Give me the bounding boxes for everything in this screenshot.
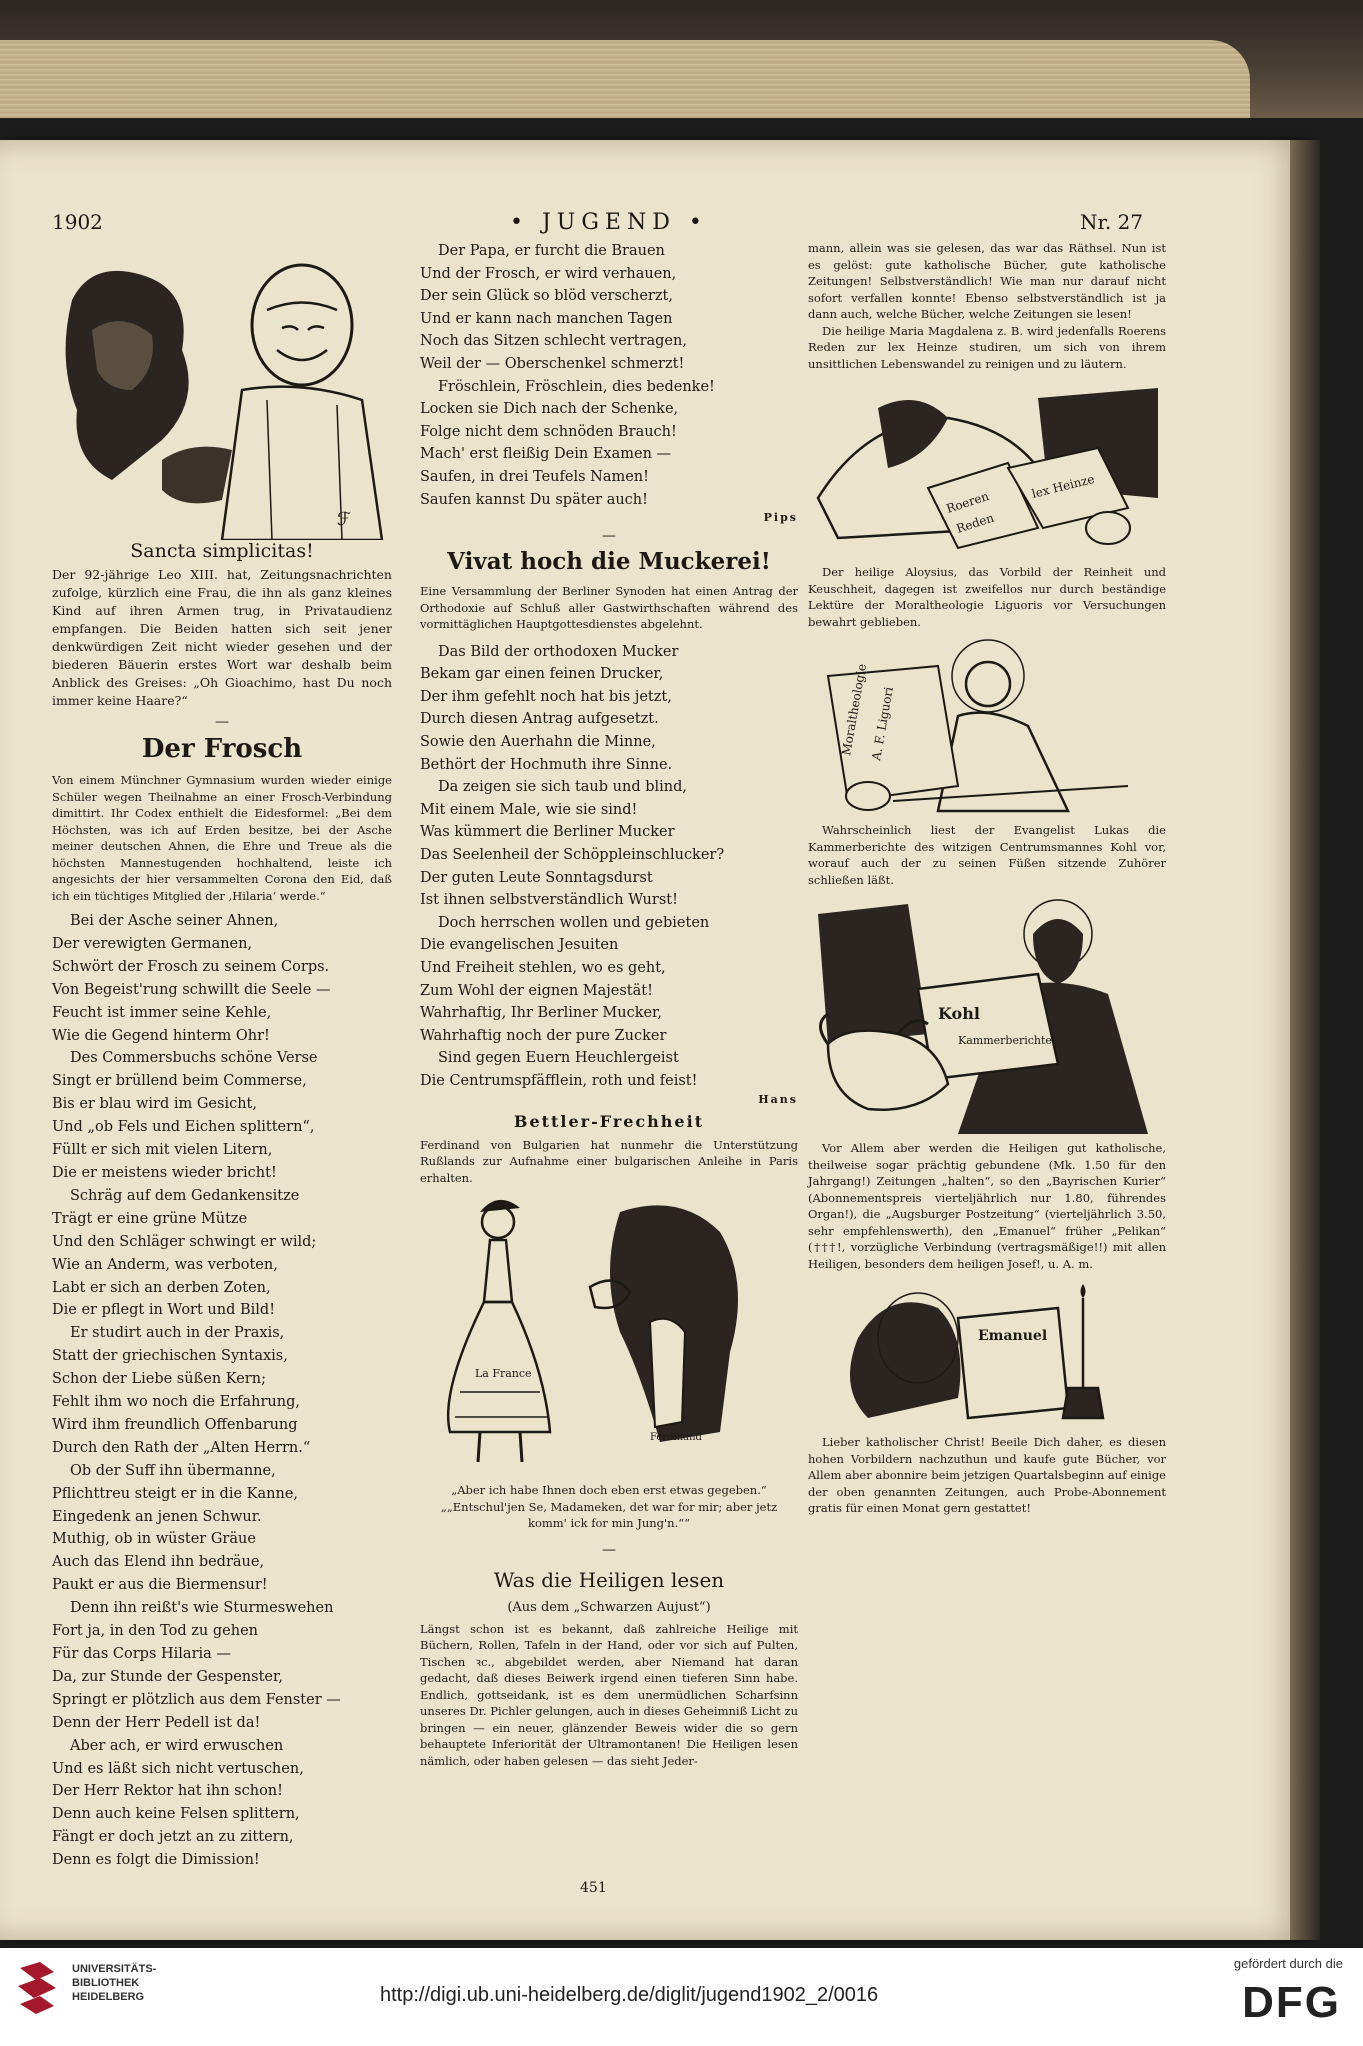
poem-line: Durch den Rath der „Alten Herrn.“ bbox=[52, 1439, 311, 1456]
poem-line: Da, zur Stunde der Gespenster, bbox=[52, 1668, 283, 1685]
poem-line: Aber ach, er wird erwuschen bbox=[70, 1737, 284, 1754]
divider: — bbox=[215, 714, 229, 730]
poem-line: Er studirt auch in der Praxis, bbox=[70, 1325, 285, 1342]
poem-line: Paukt er aus die Biermensur! bbox=[52, 1577, 268, 1594]
poem-line: Durch diesen Antrag aufgesetzt. bbox=[420, 711, 659, 728]
text-aloysius: Der heilige Aloysius, das Vorbild der Reinheit und Keuschheit, dagegen ist zweifellos nur durch beständige Lektüre der Moraltheologie Liguoris vor Versuchungen bewahrt geblieben. bbox=[808, 565, 1166, 629]
poem-line: Und den Schläger schwingt er wild; bbox=[52, 1233, 317, 1250]
emanuel-drawing bbox=[808, 1278, 1166, 1428]
sancta-caption: Sancta simplicitas! bbox=[130, 540, 314, 562]
text-end: Lieber katholischer Christ! Beeile Dich daher, es diesen hohen Vorbildern nachzuthun und kaufe gute Bücher, vor Allem aber abonnire beim jetzigen Quartalsbeginn auf einige der oben genannten Zeitungen, auch Probe-Abonnement gratis für einen Monat gern gestattet! bbox=[808, 1435, 1166, 1515]
label-liguori: A. F. Liguori bbox=[869, 685, 896, 762]
poem-line: Labt er sich an derben Zoten, bbox=[52, 1279, 271, 1296]
poem-line: Schon der Liebe süßen Kern; bbox=[52, 1371, 266, 1388]
institution-line1: UNIVERSITÄTS- bbox=[72, 1963, 157, 1975]
divider: — bbox=[602, 528, 616, 545]
poem-line: Sowie den Auerhahn die Minne, bbox=[420, 734, 656, 750]
poem-line: Trägt er eine grüne Mütze bbox=[52, 1210, 248, 1227]
text-lukas: Wahrscheinlich liest der Evangelist Lukas die Kammerberichte des witzigen Centrumsmannes Kohl vor, worauf auch der zu seinen Füßen sitzende Zuhörer schließen läßt. bbox=[808, 823, 1166, 887]
poem-line: Die er pflegt in Wort und Bild! bbox=[52, 1302, 276, 1319]
poem-line: Denn der Herr Pedell ist da! bbox=[52, 1714, 261, 1731]
poem-line: Der guten Leute Sonntagsdurst bbox=[420, 869, 653, 886]
bettler-title: Bettler-Frechheit bbox=[513, 1111, 705, 1131]
column-middle bbox=[420, 240, 798, 1769]
poem-line: Sind gegen Euern Heuchlergeist bbox=[438, 1050, 679, 1067]
frosch-poem bbox=[52, 910, 392, 1872]
poem-line: Schwört der Frosch zu seinem Corps. bbox=[52, 958, 330, 975]
vivat-title: Vivat hoch die Muckerei! bbox=[447, 548, 771, 576]
poem-line: Fängt er doch jetzt an zu zittern, bbox=[52, 1829, 294, 1846]
binding-shadow bbox=[1290, 140, 1320, 1940]
institution-line2: BIBLIOTHEK bbox=[72, 1977, 140, 1989]
poem-line: Locken sie Dich nach der Schenke, bbox=[420, 401, 679, 418]
bettler-intro: Ferdinand von Bulgarien hat nunmehr die Unterstützung Rußlands zur Aufnahme einer bulgarischen Anleihe in Paris erhalten. bbox=[420, 1137, 798, 1185]
frosch-poem-continued bbox=[420, 240, 798, 511]
label-kohl: Kohl bbox=[938, 1004, 980, 1023]
poem-line: Das Seelenheil der Schöppleinschlucker? bbox=[420, 846, 725, 863]
viewer-footer bbox=[0, 1948, 1363, 2046]
bettler-cartoon-drawing bbox=[420, 1192, 798, 1482]
svg-text:ℱ: ℱ bbox=[337, 509, 352, 530]
poem-line: Der Herr Rektor hat ihn schon! bbox=[52, 1783, 283, 1800]
column-right bbox=[808, 240, 1166, 1517]
column-left bbox=[52, 240, 392, 1872]
poem-line: Bethört der Hochmuth ihre Sinne. bbox=[420, 756, 673, 773]
poem-line: Und Freiheit stehlen, wo es geht, bbox=[420, 959, 666, 976]
poem-line: Wahrhaftig noch der pure Zucker bbox=[420, 1027, 667, 1044]
poem-line: Die Centrumspfäfflein, roth und feist! bbox=[420, 1072, 698, 1089]
poem-line: Denn ihn reißt's wie Sturmeswehen bbox=[70, 1600, 334, 1617]
poem-line: Wird ihm freundlich Offenbarung bbox=[52, 1416, 298, 1433]
vivat-intro: Eine Versammlung der Berliner Synoden hat einen Antrag der Orthodoxie auf Schluß aller Gastwirthschaften während des vormittäglichen Hauptgottesdienstes abgelehnt. bbox=[420, 584, 798, 632]
poem-line: Für das Corps Hilaria — bbox=[52, 1646, 231, 1662]
illustration-aloysius bbox=[808, 636, 1166, 816]
poem-line: Springt er plötzlich aus dem Fenster — bbox=[52, 1691, 341, 1708]
institution-name bbox=[72, 1962, 156, 2004]
poem-line: Fort ja, in den Tod zu gehen bbox=[52, 1623, 258, 1640]
poem-line: Wahrhaftig, Ihr Berliner Mucker, bbox=[420, 1005, 663, 1022]
page-stack-edge bbox=[0, 40, 1250, 118]
poem-line: Der ihm gefehlt noch hat bis jetzt, bbox=[420, 688, 672, 705]
poem-line: Schräg auf dem Gedankensitze bbox=[70, 1187, 300, 1204]
source-url[interactable]: http://digi.ub.uni-heidelberg.de/diglit/jugend1902_2/0016 bbox=[380, 1984, 879, 2006]
header-year: 1902 bbox=[52, 210, 103, 234]
poem-line: Doch herrschen wollen und gebieten bbox=[438, 914, 710, 931]
aloysius-drawing bbox=[808, 636, 1166, 816]
institution-line3: HEIDELBERG bbox=[72, 1991, 145, 2003]
poem-line: Der sein Glück so blöd verscherzt, bbox=[420, 288, 673, 305]
illustration-sancta bbox=[52, 240, 392, 540]
poem-line: Mach' erst fleißig Dein Examen — bbox=[420, 446, 672, 463]
heiligen-title: Was die Heiligen lesen bbox=[493, 1567, 725, 1592]
sancta-text: Der 92-jährige Leo XIII. hat, Zeitungsnachrichten zufolge, kürzlich eine Frau, die ihn als ganz kleines Kind auf ihren Armen trug, in Privataudienz empfangen. Die Beiden hatten sich seit jener denkwürdigen Zeit nicht wieder gesehen und der biederen Bäuerin erstes Wort war deshalb beim Anblick des Greises: „Oh Gioachimo, hast Du noch immer keine Haare?“ bbox=[52, 567, 392, 708]
funded-by-text: gefördert durch die bbox=[1233, 1956, 1343, 1971]
poem-line: Fehlt ihm wo noch die Erfahrung, bbox=[52, 1394, 300, 1411]
poem-line: Statt der griechischen Syntaxis, bbox=[52, 1348, 288, 1365]
frosch-intro: Von einem Münchner Gymnasium wurden wieder einige Schüler wegen Theilnahme an einer Frosch-Verbindung dimittirt. Ihr Codex enthielt die Eidesformel: „Bei dem Höchsten, was ich auf Erden besitze, bei der Asche meiner deutschen Ahnen, die Ehre und Treue als die höchsten Mannestugenden hochhaltend, leiste ich angesichts der hier versammelten Corona den Eid, daß ich ein tüchtiges Mitglied der ‚Hilaria‘ werde.“ bbox=[52, 773, 392, 903]
vivat-poem bbox=[420, 641, 798, 1093]
label-roeren: Roeren bbox=[944, 488, 991, 516]
poem-line: Wie die Gegend hinterm Ohr! bbox=[52, 1027, 270, 1044]
signature-hans: Hans bbox=[758, 1092, 798, 1106]
page-number: 451 bbox=[580, 1880, 607, 1896]
heiligen-source: (Aus dem „Schwarzen Aujust“) bbox=[507, 1599, 711, 1615]
poem-line: Des Commersbuchs schöne Verse bbox=[70, 1050, 318, 1067]
illustration-bettler bbox=[420, 1192, 798, 1482]
label-emanuel: Emanuel bbox=[978, 1328, 1048, 1344]
poem-line: Zum Wohl der eignen Majestät! bbox=[420, 982, 653, 999]
bettler-caption: „Aber ich habe Ihnen doch eben erst etwas gegeben.“ „„Entschul'jen Se, Madameken, det war for mir; aber jetz komm' ick for min Jung'n.““ bbox=[440, 1483, 778, 1530]
poem-line: Wie an Anderm, was verboten, bbox=[52, 1256, 278, 1273]
text-top: mann, allein was sie gelesen, das war das Räthsel. Nun ist es gelöst: gute katholische Bücher, gute katholische Zeitungen! Selbstverständlich! Wie man nur darauf nicht sofort verfallen konnte! Ebenso selbstverständlich ist ja dann auch, welche Bücher, welche Zeitungen sie lesen! bbox=[808, 241, 1166, 321]
poem-line: Und „ob Fels und Eichen splittern“, bbox=[52, 1119, 315, 1136]
label-moraltheologie: Moraltheologie bbox=[839, 662, 870, 757]
text-vor-allem: Vor Allem aber werden die Heiligen gut katholische, theilweise sogar prächtig gebundene (Mk. 1.50 für den Jahrgang!) Zeitungen „halten“, so den „Bayrischen Kurier“ (Abonnementspreis vierteljährlich nur 1.80, führendes Organ!), die „Augsburger Postzeitung“ (vierteljährlich 3.50, sehr empfehlenswerth), den „Emanuel“ früher „Pelikan“ (†††!, vorzügliche Verbindung (vertragsmäßige!!) mit allen Heiligen, besonders dem heiligen Josef!, u. A. m. bbox=[808, 1141, 1166, 1271]
frosch-title: Der Frosch bbox=[141, 734, 303, 764]
poem-line: Muthig, ob in wüster Gräue bbox=[52, 1531, 256, 1548]
university-logo[interactable] bbox=[14, 1958, 184, 2034]
poem-line: Und er kann nach manchen Tagen bbox=[420, 310, 673, 327]
poem-line: Noch das Sitzen schlecht vertragen, bbox=[420, 333, 687, 350]
poem-line: Folge nicht dem schnöden Brauch! bbox=[420, 423, 677, 440]
poem-line: Bis er blau wird im Gesicht, bbox=[52, 1096, 257, 1113]
label-la-france: La France bbox=[475, 1367, 532, 1380]
header-title: • JUGEND • bbox=[510, 210, 708, 235]
poem-line: Ob der Suff ihn übermanne, bbox=[70, 1462, 276, 1479]
header-number: Nr. 27 bbox=[1080, 210, 1144, 234]
divider: — bbox=[602, 1541, 616, 1558]
poem-line: Denn auch keine Felsen splittern, bbox=[52, 1806, 300, 1823]
poem-line: Die evangelischen Jesuiten bbox=[420, 937, 619, 954]
label-lex-heinze: lex Heinze bbox=[1030, 471, 1096, 501]
poem-line: Eingedenk an jenen Schwur. bbox=[52, 1508, 262, 1525]
text-magdalena: Die heilige Maria Magdalena z. B. wird jedenfalls Roerens Reden zur lex Heinze studiren, um sich von ihrem unsittlichen Lebenswandel zu reinigen und zu läutern. bbox=[808, 323, 1166, 371]
poem-line: Denn es folgt die Dimission! bbox=[52, 1852, 260, 1869]
poem-line: Die er meistens wieder bricht! bbox=[52, 1164, 277, 1181]
signature-pips: Pips bbox=[763, 511, 798, 525]
poem-line: Weil der — Oberschenkel schmerzt! bbox=[420, 355, 685, 372]
poem-line: Mit einem Male, wie sie sind! bbox=[420, 801, 638, 818]
poem-line: Ist ihnen selbstverständlich Wurst! bbox=[420, 892, 678, 909]
poem-line: Füllt er sich mit vielen Litern, bbox=[52, 1142, 273, 1159]
poem-line: Da zeigen sie sich taub und blind, bbox=[438, 779, 688, 796]
poem-line: Saufen, in drei Teufels Namen! bbox=[420, 468, 649, 485]
illustration-lukas bbox=[808, 894, 1166, 1134]
illustration-emanuel bbox=[808, 1278, 1166, 1428]
poem-line: Singt er brüllend beim Commerse, bbox=[52, 1073, 307, 1090]
label-kammerberichte: Kammerberichte bbox=[958, 1034, 1052, 1047]
heiligen-text: Längst schon ist es bekannt, daß zahlreiche Heilige mit Büchern, Rollen, Tafeln in der Hand, oder vor sich auf Pulten, Tischen ꝛc., abgebildet werden, aber Niemand hat daran gedacht, daß dieses Beiwerk irgend einen tieferen Sinn habe. Endlich, gottseidank, ist es dem unermüdlichen Scharfsinn unseres Dr. Pichler gelungen, auch in dieses Geheimniß Licht zu bringen — ein neuer, glänzender Beweis wider die so gern behauptete Inferiorität der Ultramontanen! Die Heiligen lesen nämlich, oder haben gelesen — das sieht Jeder- bbox=[420, 1621, 798, 1768]
poem-line: Von Begeist'rung schwillt die Seele — bbox=[52, 981, 331, 998]
magdalena-drawing bbox=[808, 378, 1166, 558]
poem-line: Fröschlein, Fröschlein, dies bedenke! bbox=[438, 378, 715, 395]
lukas-drawing bbox=[808, 894, 1166, 1134]
poem-line: Der Papa, er furcht die Brauen bbox=[438, 243, 665, 259]
poem-line: Was kümmert die Berliner Mucker bbox=[420, 824, 675, 841]
poem-line: Pflichttreu steigt er in die Kanne, bbox=[52, 1485, 299, 1502]
pope-and-peasant-drawing bbox=[52, 240, 392, 540]
poem-line: Und es läßt sich nicht vertuschen, bbox=[52, 1760, 304, 1777]
poem-line: Feucht ist immer seine Kehle, bbox=[52, 1004, 272, 1021]
poem-line: Saufen kannst Du später auch! bbox=[420, 491, 648, 508]
label-reden: Reden bbox=[954, 510, 996, 536]
heidelberg-logo-icon bbox=[14, 1958, 62, 2028]
dfg-logo[interactable]: DFG bbox=[1242, 1978, 1341, 2027]
poem-line: Und der Frosch, er wird verhauen, bbox=[420, 265, 677, 282]
label-ferdinand: Ferdinand bbox=[650, 1432, 702, 1443]
illustration-magdalena bbox=[808, 378, 1166, 558]
poem-line: Das Bild der orthodoxen Mucker bbox=[438, 643, 679, 660]
poem-line: Auch das Elend ihn bedräue, bbox=[52, 1554, 265, 1571]
poem-line: Bei der Asche seiner Ahnen, bbox=[70, 913, 279, 929]
poem-line: Bekam gar einen feinen Drucker, bbox=[420, 666, 664, 683]
poem-line: Der verewigten Germanen, bbox=[52, 935, 253, 952]
